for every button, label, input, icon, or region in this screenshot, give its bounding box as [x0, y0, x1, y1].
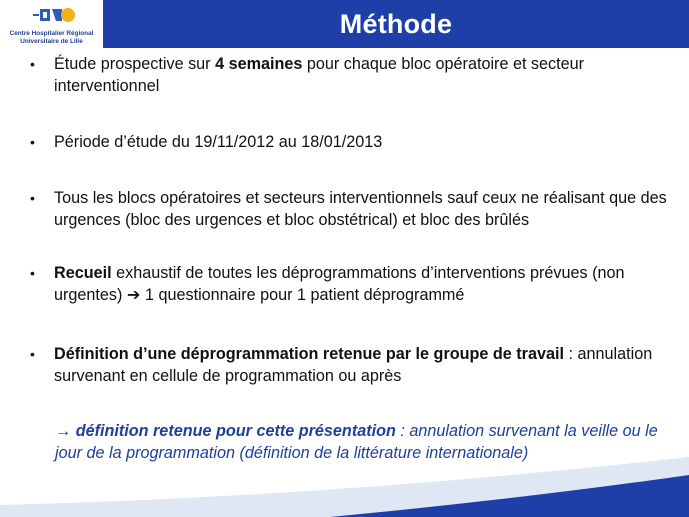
chru-logo-mark-icon — [0, 0, 103, 30]
bullet-text: Tous les blocs opératoires et secteurs interventionnels sauf ceux ne réalisant que des urgences (bloc des urgences et bloc obstétrical) et bloc des brûlés — [54, 189, 667, 229]
bullet-item-collection — [30, 262, 670, 306]
slide-title: Méthode — [339, 8, 453, 39]
bullet-item-period — [30, 131, 670, 153]
bullet-text: Période d’étude du 19/11/2012 au 18/01/2013 — [54, 133, 383, 151]
bullet-item-scope — [30, 187, 670, 231]
bullet-item-study — [30, 53, 670, 97]
slide-header — [0, 0, 689, 48]
chru-lille-logo — [0, 0, 103, 48]
logo-line-1: Centre Hospitalier Régional — [9, 30, 94, 37]
bullet-bold: Recueil — [54, 264, 112, 282]
bullet-text: Recueil exhaustif de toutes les déprogrammations d’interventions prévues (non urgentes) ➔ 1 questionnaire pour 1 patient déprogrammé — [54, 264, 625, 304]
bullet-icon: • — [30, 346, 35, 362]
bullet-text: Étude prospective sur 4 semaines pour chaque bloc opératoire et secteur interventionnel — [54, 55, 585, 95]
decorative-swoosh — [0, 447, 689, 517]
arrow-icon: → — [55, 422, 76, 440]
bullet-bold: 4 semaines — [215, 55, 303, 73]
bullet-icon: • — [30, 56, 35, 72]
title-bar — [103, 0, 689, 48]
bullet-icon: • — [30, 134, 35, 150]
bullet-icon: • — [30, 265, 35, 281]
bullet-item-definition — [30, 343, 670, 387]
bullet-icon: • — [30, 190, 35, 206]
bullet-text: Définition d’une déprogrammation retenue par le groupe de travail : annulation survenant en cellule de programmation ou après — [54, 345, 653, 385]
note-text: : annulation survenant la veille ou le jour de la programmation (définition de la littérature internationale) — [55, 422, 658, 462]
logo-line-2: Universitaire de Lille — [20, 37, 83, 45]
right-arrow-icon: ➔ — [126, 286, 141, 304]
bullet-bold: Définition d’une déprogrammation retenue par le groupe de travail — [54, 345, 564, 363]
note-bold: définition retenue pour cette présentation — [75, 422, 396, 440]
logo-text — [2, 30, 101, 45]
